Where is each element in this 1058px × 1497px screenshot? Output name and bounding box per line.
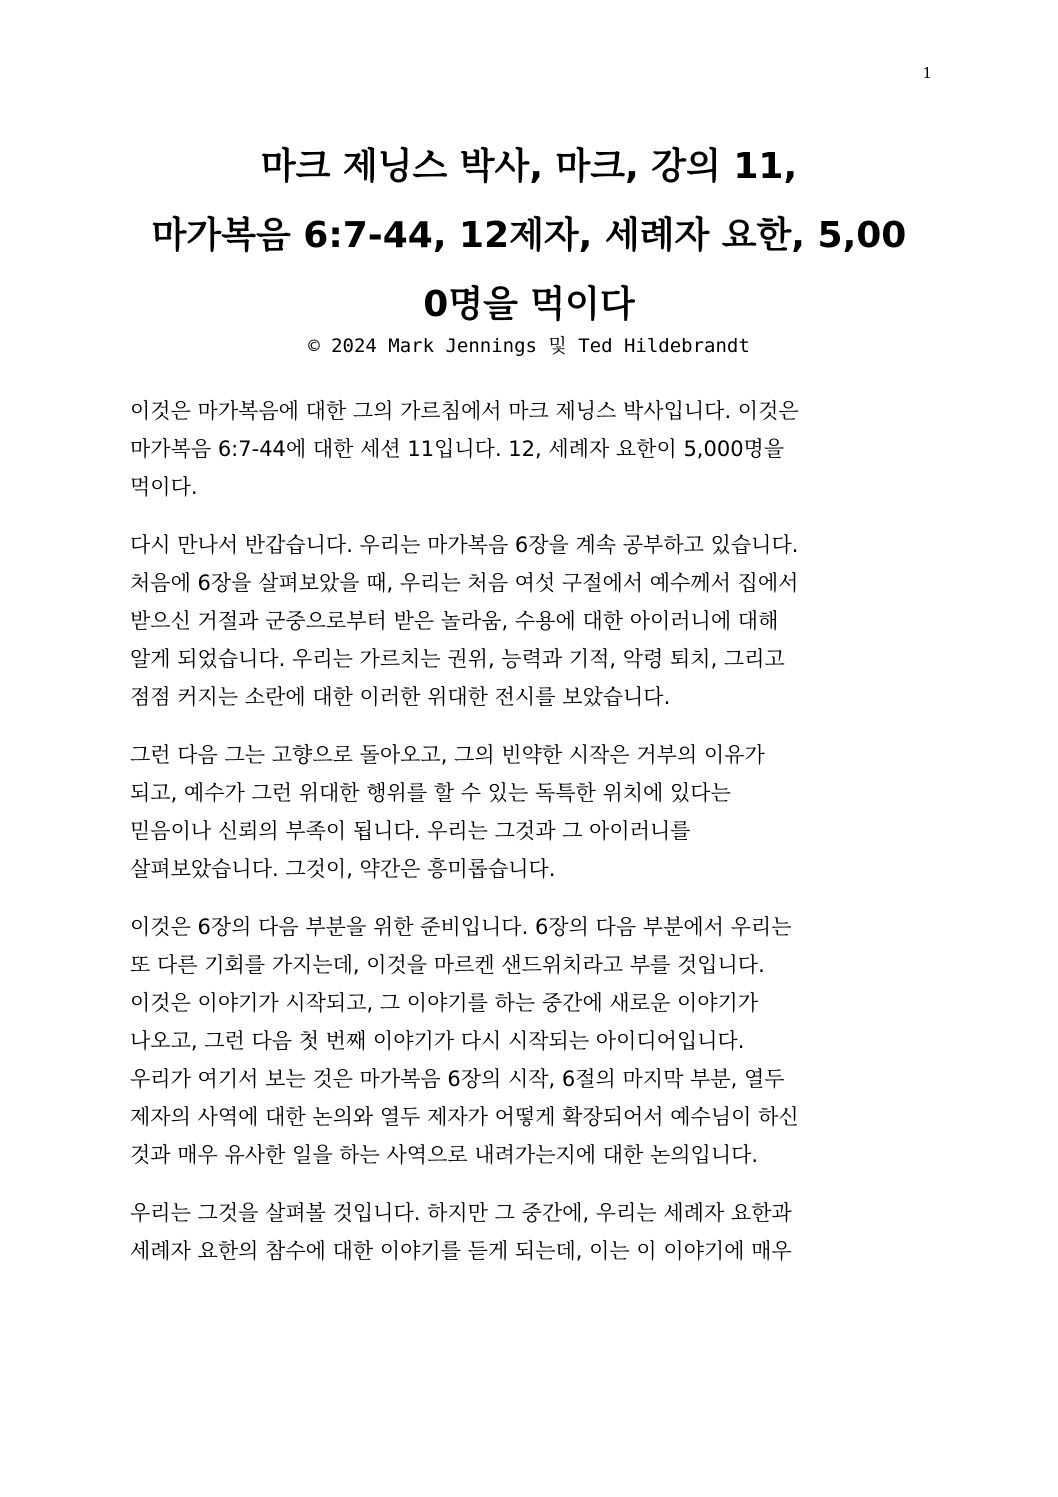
text-line: 나오고, 그런 다음 첫 번째 이야기가 다시 시작되는 아이디어입니다. (130, 1029, 745, 1053)
title-line: 마가복음 6:7-44, 12제자, 세례자 요한, 5,00 (151, 215, 907, 256)
text-line: 이것은 마가복음에 대한 그의 가르침에서 마크 제닝스 박사입니다. 이것은 (130, 399, 799, 423)
paragraph-3 (130, 736, 930, 888)
text-line: 먹이다. (130, 475, 198, 499)
text-line: 세례자 요한의 참수에 대한 이야기를 듣게 되는데, 이는 이 이야기에 매우 (130, 1239, 792, 1263)
paragraph-5 (130, 1194, 930, 1270)
title-line: 0명을 먹이다 (423, 284, 635, 325)
text-line: 점점 커지는 소란에 대한 이러한 위대한 전시를 보았습니다. (130, 685, 671, 709)
document-title (120, 132, 938, 339)
text-line: 이것은 이야기가 시작되고, 그 이야기를 하는 중간에 새로운 이야기가 (130, 991, 759, 1015)
title-line: 마크 제닝스 박사, 마크, 강의 11, (260, 146, 798, 187)
paragraph-2 (130, 526, 930, 716)
text-line: 알게 되었습니다. 우리는 가르치는 권위, 능력과 기적, 악령 퇴치, 그리고 (130, 647, 785, 671)
text-line: 마가복음 6:7-44에 대한 세션 11입니다. 12, 세례자 요한이 5,000명을 (130, 437, 785, 461)
document-body (130, 392, 930, 1290)
text-line: 받으신 거절과 군중으로부터 받은 놀라움, 수용에 대한 아이러니에 대해 (130, 609, 779, 633)
text-line: 처음에 6장을 살펴보았을 때, 우리는 처음 여섯 구절에서 예수께서 집에서 (130, 571, 799, 595)
text-line: 되고, 예수가 그런 위대한 행위를 할 수 있는 독특한 위치에 있다는 (130, 781, 731, 805)
text-line: 이것은 6장의 다음 부분을 위한 준비입니다. 6장의 다음 부분에서 우리는 (130, 915, 792, 939)
text-line: 우리는 그것을 살펴볼 것입니다. 하지만 그 중간에, 우리는 세례자 요한과 (130, 1201, 792, 1225)
paragraph-1 (130, 392, 930, 506)
text-line: 것과 매우 유사한 일을 하는 사역으로 내려가는지에 대한 논의입니다. (130, 1143, 759, 1167)
text-line: 다시 만나서 반갑습니다. 우리는 마가복음 6장을 계속 공부하고 있습니다. (130, 533, 799, 557)
text-line: 우리가 여기서 보는 것은 마가복음 6장의 시작, 6절의 마지막 부분, 열두 (130, 1067, 785, 1091)
text-line: 믿음이나 신뢰의 부족이 됩니다. 우리는 그것과 그 아이러니를 (130, 819, 691, 843)
text-line: 또 다른 기회를 가지는데, 이것을 마르켄 샌드위치라고 부를 것입니다. (130, 953, 765, 977)
page-number: 1 (922, 64, 932, 82)
text-line: 살펴보았습니다. 그것이, 약간은 흥미롭습니다. (130, 857, 556, 881)
paragraph-4 (130, 908, 930, 1174)
text-line: 그런 다음 그는 고향으로 돌아오고, 그의 빈약한 시작은 거부의 이유가 (130, 743, 765, 767)
copyright-notice: © 2024 Mark Jennings 및 Ted Hildebrandt (308, 335, 750, 357)
text-line: 제자의 사역에 대한 논의와 열두 제자가 어떻게 확장되어서 예수님이 하신 (130, 1105, 799, 1129)
